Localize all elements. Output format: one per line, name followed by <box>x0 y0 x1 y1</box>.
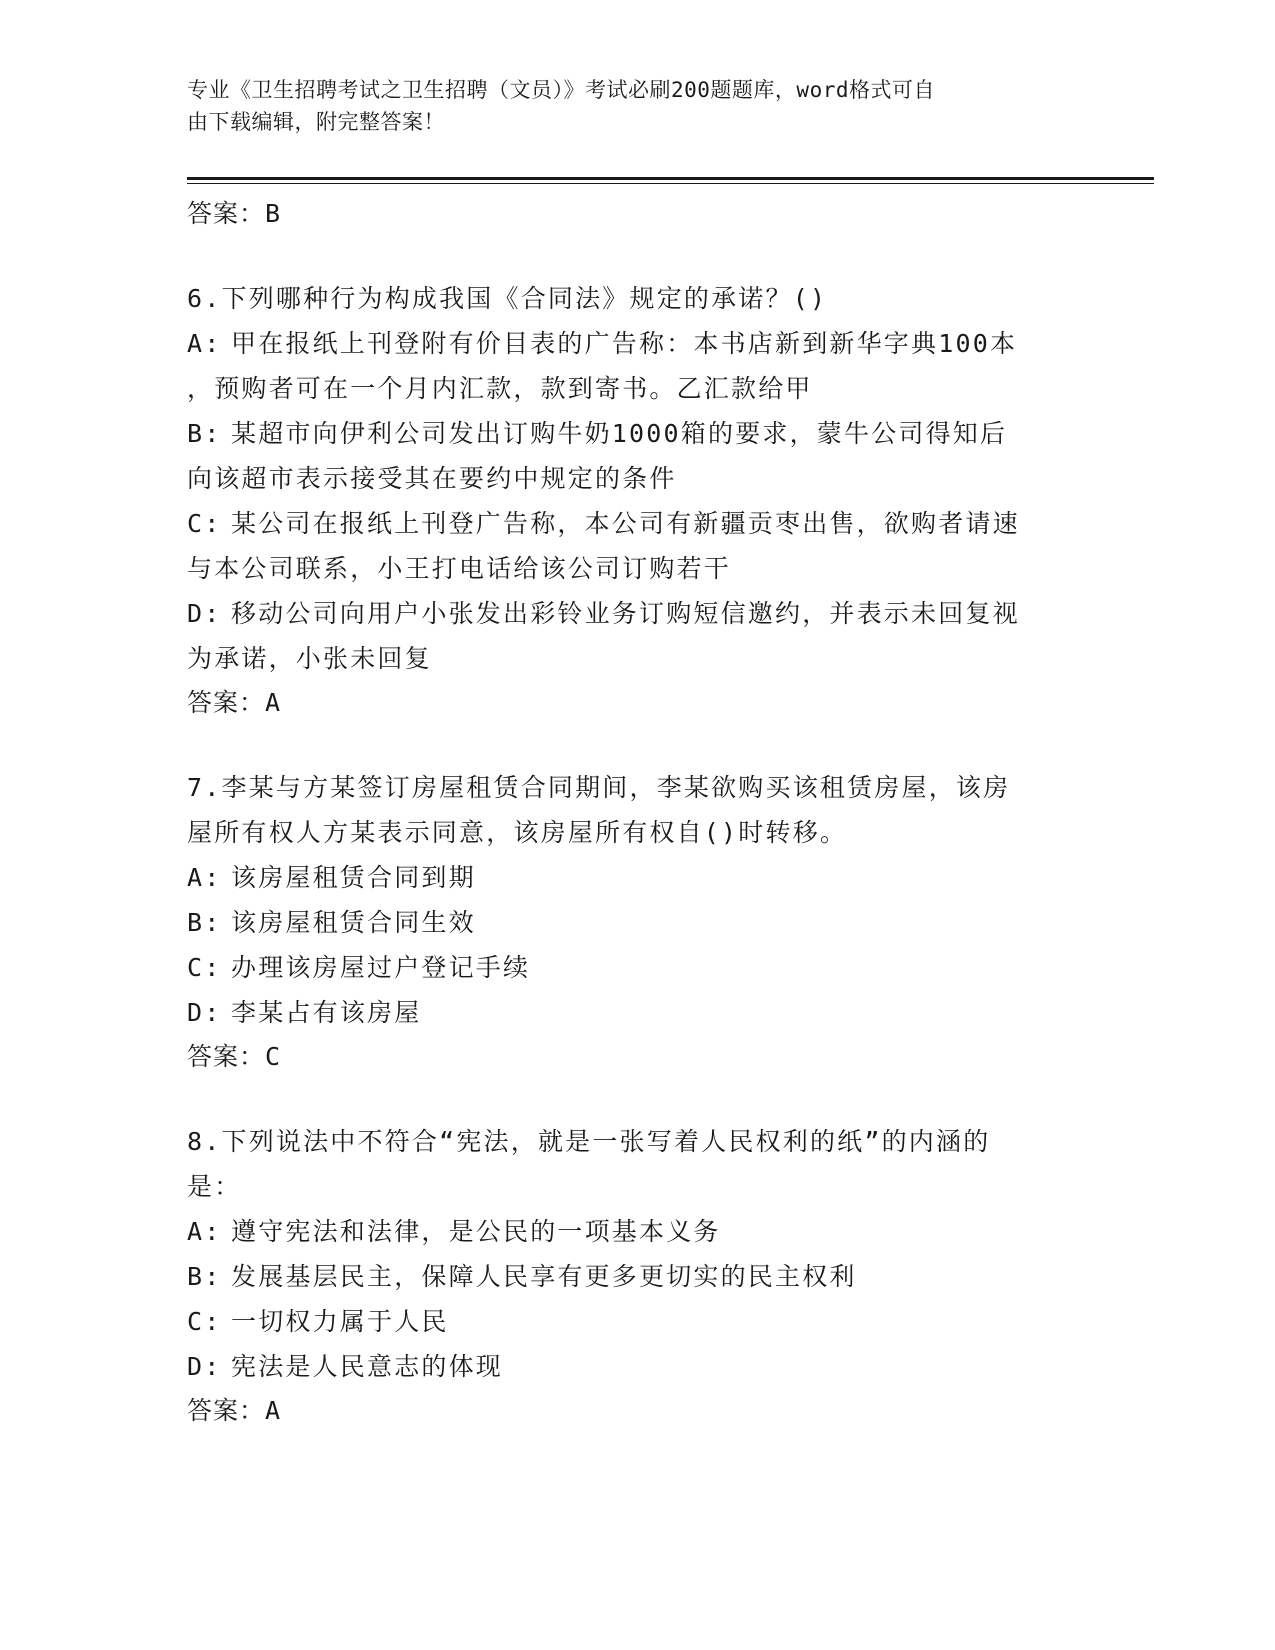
option-text: 甲在报纸上刊登附有价目表的广告称：本书店新到新华字典100本 <box>231 329 1018 358</box>
answer: 答案：C <box>187 1042 282 1071</box>
option-a-continued: ，预购者可在一个月内汇款，款到寄书。乙汇款给甲 <box>187 374 813 403</box>
option-text: 某公司在报纸上刊登广告称，本公司有新疆贡枣出售，欲购者请速 <box>231 509 1020 538</box>
answer: 答案：A <box>187 1396 282 1425</box>
question-stem: 7.李某与方某签订房屋租赁合同期间，李某欲购买该租赁房屋，该房 <box>187 773 1011 802</box>
option-b <box>187 411 1087 456</box>
option-text: 宪法是人民意志的体现 <box>231 1352 504 1381</box>
previous-answer: 答案：B <box>187 199 282 228</box>
option-text: 遵守宪法和法律，是公民的一项基本义务 <box>231 1217 721 1246</box>
question-stem: 6.下列哪种行为构成我国《合同法》规定的承诺？() <box>187 284 828 313</box>
header-rule-thin <box>187 183 1154 184</box>
option-letter: A: <box>187 1217 222 1246</box>
option-text: 该房屋租赁合同到期 <box>231 863 476 892</box>
option-b <box>187 1254 1087 1299</box>
option-text: 办理该房屋过户登记手续 <box>231 953 531 982</box>
option-letter: D: <box>187 1352 222 1381</box>
question-stem: 8.下列说法中不符合“宪法，就是一张写着人民权利的纸”的内涵的 <box>187 1127 991 1156</box>
option-c-continued: 与本公司联系，小王打电话给该公司订购若干 <box>187 554 732 583</box>
document-header <box>187 74 1067 138</box>
option-letter: A: <box>187 329 222 358</box>
option-text: 李某占有该房屋 <box>231 998 422 1027</box>
option-letter: C: <box>187 953 222 982</box>
option-a <box>187 1209 1087 1254</box>
option-c <box>187 501 1087 546</box>
option-text: 该房屋租赁合同生效 <box>231 908 476 937</box>
option-d-continued: 为承诺，小张未回复 <box>187 644 432 673</box>
option-b-continued: 向该超市表示接受其在要约中规定的条件 <box>187 464 677 493</box>
option-text: 某超市向伊利公司发出订购牛奶1000箱的要求，蒙牛公司得知后 <box>231 419 1008 448</box>
option-letter: D: <box>187 599 222 628</box>
option-c <box>187 945 1087 990</box>
option-letter: C: <box>187 509 222 538</box>
option-letter: B: <box>187 1262 222 1291</box>
option-b <box>187 900 1087 945</box>
option-d <box>187 1344 1087 1389</box>
option-d <box>187 990 1087 1035</box>
option-text: 移动公司向用户小张发出彩铃业务订购短信邀约，并表示未回复视 <box>231 599 1020 628</box>
option-d <box>187 591 1087 636</box>
option-letter: B: <box>187 908 222 937</box>
option-letter: B: <box>187 419 222 448</box>
question-list <box>187 188 1087 1433</box>
question-6 <box>187 276 1087 725</box>
option-letter: C: <box>187 1307 222 1336</box>
header-line-2: 由下载编辑，附完整答案！ <box>187 110 445 134</box>
option-a <box>187 321 1087 366</box>
option-letter: A: <box>187 863 222 892</box>
option-text: 发展基层民主，保障人民享有更多更切实的民主权利 <box>231 1262 857 1291</box>
header-rule-thick <box>187 177 1154 180</box>
option-c <box>187 1299 1087 1344</box>
answer: 答案：A <box>187 688 282 717</box>
question-7 <box>187 765 1087 1079</box>
question-stem-continued: 屋所有权人方某表示同意，该房屋所有权自()时转移。 <box>187 818 848 847</box>
header-line-1: 专业《卫生招聘考试之卫生招聘（文员）》考试必刷200题题库，word格式可自 <box>187 78 935 102</box>
option-letter: D: <box>187 998 222 1027</box>
question-8 <box>187 1119 1087 1433</box>
option-text: 一切权力属于人民 <box>231 1307 449 1336</box>
question-stem-continued: 是： <box>187 1172 242 1201</box>
option-a <box>187 855 1087 900</box>
